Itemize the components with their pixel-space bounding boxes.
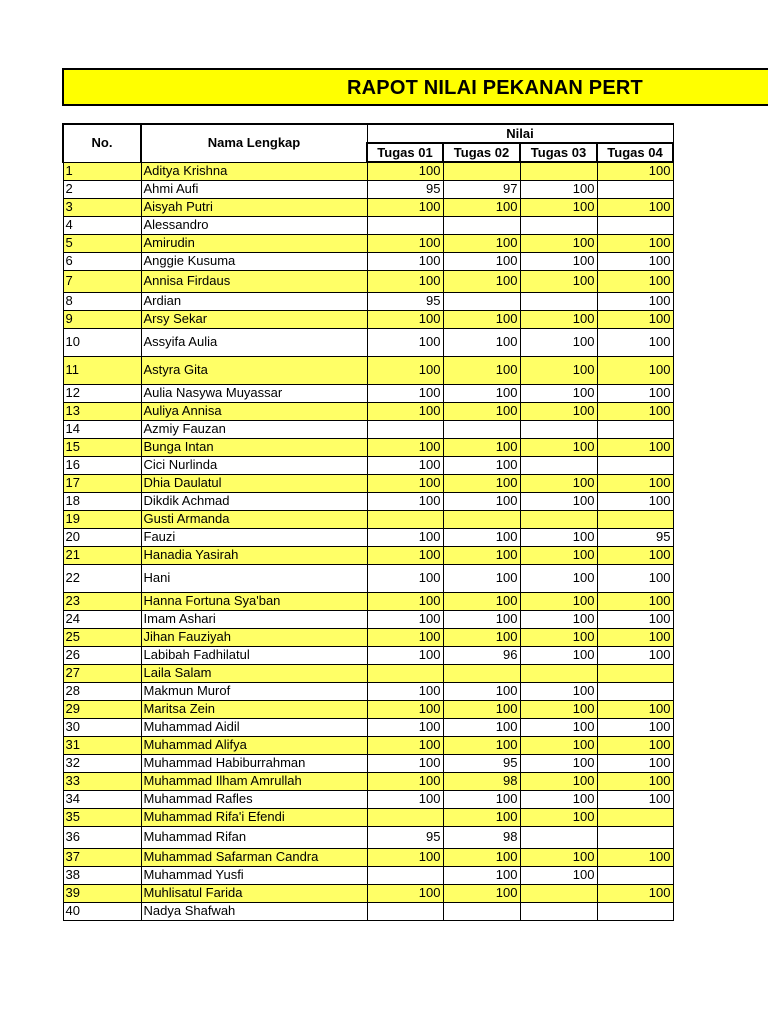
cell-no[interactable]: 29	[63, 700, 141, 718]
cell-no[interactable]: 33	[63, 772, 141, 790]
cell-tugas-01[interactable]: 100	[367, 884, 443, 902]
cell-tugas-04[interactable]: 100	[597, 610, 673, 628]
table-row	[63, 252, 673, 270]
cell-tugas-03[interactable]: 100	[520, 718, 597, 736]
cell-tugas-02[interactable]: 100	[443, 384, 520, 402]
table-row	[63, 270, 673, 292]
title-banner	[62, 68, 768, 106]
table-row	[63, 866, 673, 884]
cell-tugas-04[interactable]: 100	[597, 384, 673, 402]
cell-tugas-01[interactable]: 100	[367, 772, 443, 790]
cell-tugas-03[interactable]: 100	[520, 592, 597, 610]
cell-name[interactable]: Fauzi	[141, 528, 367, 546]
cell-name[interactable]: Maritsa Zein	[141, 700, 367, 718]
table-row	[63, 848, 673, 866]
cell-tugas-03[interactable]	[520, 664, 597, 682]
table-row	[63, 754, 673, 772]
cell-tugas-01[interactable]	[367, 902, 443, 920]
cell-tugas-03[interactable]: 100	[520, 682, 597, 700]
table-row	[63, 884, 673, 902]
cell-tugas-04[interactable]	[597, 216, 673, 234]
header-tugas-04: Tugas 04	[597, 143, 673, 162]
cell-tugas-01[interactable]	[367, 420, 443, 438]
cell-no[interactable]: 16	[63, 456, 141, 474]
cell-tugas-02[interactable]: 98	[443, 826, 520, 848]
cell-no[interactable]: 1	[63, 162, 141, 180]
cell-tugas-01[interactable]	[367, 808, 443, 826]
cell-tugas-03[interactable]: 100	[520, 234, 597, 252]
cell-tugas-03[interactable]: 100	[520, 564, 597, 592]
cell-name[interactable]: Amirudin	[141, 234, 367, 252]
cell-tugas-03[interactable]	[520, 510, 597, 528]
cell-name[interactable]: Labibah Fadhilatul	[141, 646, 367, 664]
cell-no[interactable]: 10	[63, 328, 141, 356]
cell-tugas-03[interactable]: 100	[520, 808, 597, 826]
table-row	[63, 682, 673, 700]
cell-tugas-03[interactable]: 100	[520, 492, 597, 510]
cell-tugas-01[interactable]	[367, 866, 443, 884]
cell-tugas-02[interactable]: 100	[443, 456, 520, 474]
cell-tugas-02[interactable]: 100	[443, 628, 520, 646]
cell-tugas-04[interactable]: 100	[597, 492, 673, 510]
cell-tugas-02[interactable]: 100	[443, 234, 520, 252]
cell-tugas-01[interactable]: 100	[367, 628, 443, 646]
cell-tugas-03[interactable]	[520, 420, 597, 438]
table-row	[63, 736, 673, 754]
cell-tugas-03[interactable]: 100	[520, 402, 597, 420]
cell-name[interactable]: Muhammad Rifan	[141, 826, 367, 848]
cell-no[interactable]: 4	[63, 216, 141, 234]
cell-tugas-02[interactable]: 100	[443, 610, 520, 628]
cell-tugas-03[interactable]: 100	[520, 438, 597, 456]
header-name: Nama Lengkap	[141, 124, 367, 162]
cell-tugas-01[interactable]: 100	[367, 234, 443, 252]
cell-tugas-03[interactable]	[520, 292, 597, 310]
cell-no[interactable]: 23	[63, 592, 141, 610]
table-row	[63, 438, 673, 456]
cell-tugas-04[interactable]: 100	[597, 848, 673, 866]
cell-tugas-01[interactable]: 100	[367, 492, 443, 510]
cell-name[interactable]: Makmun Murof	[141, 682, 367, 700]
cell-name[interactable]: Dhia Daulatul	[141, 474, 367, 492]
table-row	[63, 808, 673, 826]
cell-tugas-03[interactable]	[520, 826, 597, 848]
cell-name[interactable]: Hanadia Yasirah	[141, 546, 367, 564]
cell-no[interactable]: 34	[63, 790, 141, 808]
cell-name[interactable]: Muhammad Aidil	[141, 718, 367, 736]
cell-name[interactable]: Imam Ashari	[141, 610, 367, 628]
cell-tugas-01[interactable]: 100	[367, 610, 443, 628]
cell-tugas-01[interactable]: 100	[367, 592, 443, 610]
table-row	[63, 664, 673, 682]
cell-name[interactable]: Ahmi Aufi	[141, 180, 367, 198]
cell-tugas-02[interactable]: 100	[443, 808, 520, 826]
cell-tugas-02[interactable]	[443, 292, 520, 310]
cell-tugas-04[interactable]: 100	[597, 402, 673, 420]
cell-no[interactable]: 32	[63, 754, 141, 772]
cell-tugas-03[interactable]: 100	[520, 384, 597, 402]
header-tugas-01: Tugas 01	[367, 143, 443, 162]
cell-name[interactable]: Muhammad Safarman Candra	[141, 848, 367, 866]
table-row	[63, 700, 673, 718]
cell-tugas-03[interactable]: 100	[520, 700, 597, 718]
table-row	[63, 420, 673, 438]
cell-no[interactable]: 30	[63, 718, 141, 736]
cell-no[interactable]: 26	[63, 646, 141, 664]
cell-tugas-03[interactable]	[520, 216, 597, 234]
cell-tugas-01[interactable]	[367, 510, 443, 528]
table-row	[63, 198, 673, 216]
cell-tugas-02[interactable]: 100	[443, 564, 520, 592]
cell-tugas-03[interactable]: 100	[520, 198, 597, 216]
cell-tugas-02[interactable]	[443, 162, 520, 180]
cell-tugas-03[interactable]: 100	[520, 546, 597, 564]
table-row	[63, 610, 673, 628]
cell-no[interactable]: 15	[63, 438, 141, 456]
cell-no[interactable]: 37	[63, 848, 141, 866]
cell-name[interactable]: Cici Nurlinda	[141, 456, 367, 474]
cell-tugas-03[interactable]	[520, 456, 597, 474]
cell-tugas-03[interactable]: 100	[520, 754, 597, 772]
table-row	[63, 384, 673, 402]
table-row	[63, 402, 673, 420]
cell-tugas-02[interactable]: 100	[443, 310, 520, 328]
cell-tugas-04[interactable]	[597, 902, 673, 920]
cell-tugas-01[interactable]: 100	[367, 754, 443, 772]
cell-tugas-01[interactable]: 100	[367, 736, 443, 754]
table-row	[63, 180, 673, 198]
cell-tugas-02[interactable]: 95	[443, 754, 520, 772]
cell-no[interactable]: 9	[63, 310, 141, 328]
cell-no[interactable]: 17	[63, 474, 141, 492]
header-no: No.	[63, 124, 141, 162]
cell-tugas-01[interactable]: 100	[367, 198, 443, 216]
cell-tugas-03[interactable]: 100	[520, 180, 597, 198]
cell-name[interactable]: Alessandro	[141, 216, 367, 234]
cell-no[interactable]: 20	[63, 528, 141, 546]
cell-no[interactable]: 24	[63, 610, 141, 628]
cell-tugas-04[interactable]: 100	[597, 718, 673, 736]
cell-tugas-03[interactable]	[520, 884, 597, 902]
cell-tugas-03[interactable]: 100	[520, 270, 597, 292]
cell-tugas-02[interactable]: 100	[443, 592, 520, 610]
cell-name[interactable]: Aisyah Putri	[141, 198, 367, 216]
grades-table	[62, 123, 674, 921]
cell-tugas-02[interactable]: 100	[443, 884, 520, 902]
cell-name[interactable]: Azmiy Fauzan	[141, 420, 367, 438]
cell-no[interactable]: 28	[63, 682, 141, 700]
cell-name[interactable]: Assyifa Aulia	[141, 328, 367, 356]
cell-tugas-04[interactable]: 100	[597, 564, 673, 592]
cell-tugas-02[interactable]: 100	[443, 718, 520, 736]
cell-no[interactable]: 36	[63, 826, 141, 848]
cell-tugas-01[interactable]: 100	[367, 310, 443, 328]
cell-tugas-04[interactable]: 100	[597, 198, 673, 216]
cell-tugas-04[interactable]: 100	[597, 292, 673, 310]
cell-tugas-01[interactable]: 100	[367, 528, 443, 546]
cell-name[interactable]: Astyra Gita	[141, 356, 367, 384]
cell-tugas-04[interactable]: 100	[597, 252, 673, 270]
table-row	[63, 718, 673, 736]
cell-no[interactable]: 31	[63, 736, 141, 754]
cell-tugas-01[interactable]: 100	[367, 438, 443, 456]
cell-tugas-01[interactable]: 100	[367, 564, 443, 592]
table-row	[63, 492, 673, 510]
cell-no[interactable]: 7	[63, 270, 141, 292]
cell-name[interactable]: Anggie Kusuma	[141, 252, 367, 270]
cell-tugas-04[interactable]	[597, 510, 673, 528]
cell-tugas-04[interactable]: 100	[597, 546, 673, 564]
cell-tugas-04[interactable]: 100	[597, 474, 673, 492]
cell-tugas-03[interactable]: 100	[520, 610, 597, 628]
cell-tugas-04[interactable]	[597, 180, 673, 198]
cell-tugas-03[interactable]: 100	[520, 474, 597, 492]
cell-tugas-01[interactable]: 100	[367, 252, 443, 270]
cell-no[interactable]: 25	[63, 628, 141, 646]
cell-tugas-04[interactable]: 100	[597, 736, 673, 754]
cell-tugas-02[interactable]: 100	[443, 546, 520, 564]
cell-name[interactable]: Auliya Annisa	[141, 402, 367, 420]
cell-tugas-02[interactable]: 100	[443, 198, 520, 216]
cell-name[interactable]: Jihan Fauziyah	[141, 628, 367, 646]
cell-tugas-01[interactable]: 100	[367, 682, 443, 700]
table-row	[63, 310, 673, 328]
cell-tugas-04[interactable]: 100	[597, 162, 673, 180]
cell-tugas-02[interactable]: 100	[443, 402, 520, 420]
cell-no[interactable]: 5	[63, 234, 141, 252]
cell-tugas-04[interactable]	[597, 456, 673, 474]
cell-no[interactable]: 2	[63, 180, 141, 198]
cell-tugas-04[interactable]: 100	[597, 438, 673, 456]
table-row	[63, 528, 673, 546]
table-row	[63, 234, 673, 252]
table-row	[63, 772, 673, 790]
header-tugas-03: Tugas 03	[520, 143, 597, 162]
cell-name[interactable]: Muhammad Rifa'i Efendi	[141, 808, 367, 826]
cell-no[interactable]: 38	[63, 866, 141, 884]
cell-no[interactable]: 40	[63, 902, 141, 920]
table-row	[63, 328, 673, 356]
page-title: RAPOT NILAI PEKANAN PERT	[347, 77, 643, 99]
cell-tugas-04[interactable]	[597, 808, 673, 826]
cell-no[interactable]: 3	[63, 198, 141, 216]
cell-tugas-01[interactable]: 100	[367, 162, 443, 180]
cell-tugas-02[interactable]: 98	[443, 772, 520, 790]
cell-tugas-02[interactable]: 100	[443, 252, 520, 270]
cell-tugas-01[interactable]: 100	[367, 474, 443, 492]
table-row	[63, 592, 673, 610]
cell-tugas-04[interactable]	[597, 664, 673, 682]
cell-tugas-01[interactable]: 100	[367, 402, 443, 420]
cell-tugas-01[interactable]: 95	[367, 180, 443, 198]
cell-tugas-02[interactable]	[443, 216, 520, 234]
cell-tugas-01[interactable]: 100	[367, 646, 443, 664]
cell-name[interactable]: Muhlisatul Farida	[141, 884, 367, 902]
cell-tugas-02[interactable]: 100	[443, 356, 520, 384]
cell-name[interactable]: Hani	[141, 564, 367, 592]
cell-tugas-02[interactable]: 100	[443, 492, 520, 510]
cell-no[interactable]: 39	[63, 884, 141, 902]
cell-name[interactable]: Annisa Firdaus	[141, 270, 367, 292]
cell-tugas-02[interactable]: 97	[443, 180, 520, 198]
cell-tugas-03[interactable]: 100	[520, 772, 597, 790]
cell-name[interactable]: Muhammad Yusfi	[141, 866, 367, 884]
table-row	[63, 826, 673, 848]
cell-tugas-01[interactable]: 95	[367, 292, 443, 310]
cell-tugas-02[interactable]: 100	[443, 700, 520, 718]
cell-name[interactable]: Arsy Sekar	[141, 310, 367, 328]
table-row	[63, 456, 673, 474]
cell-tugas-01[interactable]: 100	[367, 718, 443, 736]
cell-no[interactable]: 14	[63, 420, 141, 438]
cell-tugas-01[interactable]: 100	[367, 848, 443, 866]
table-row	[63, 646, 673, 664]
cell-tugas-03[interactable]: 100	[520, 356, 597, 384]
cell-tugas-02[interactable]	[443, 902, 520, 920]
cell-no[interactable]: 35	[63, 808, 141, 826]
cell-tugas-02[interactable]: 100	[443, 682, 520, 700]
cell-tugas-04[interactable]	[597, 826, 673, 848]
table-row	[63, 216, 673, 234]
cell-tugas-01[interactable]: 100	[367, 384, 443, 402]
cell-tugas-01[interactable]: 100	[367, 546, 443, 564]
cell-tugas-02[interactable]	[443, 664, 520, 682]
cell-no[interactable]: 22	[63, 564, 141, 592]
table-row	[63, 902, 673, 920]
table-body	[63, 162, 673, 920]
cell-tugas-04[interactable]: 100	[597, 234, 673, 252]
cell-tugas-04[interactable]: 100	[597, 270, 673, 292]
table-row	[63, 356, 673, 384]
cell-tugas-04[interactable]: 100	[597, 884, 673, 902]
cell-tugas-02[interactable]: 100	[443, 736, 520, 754]
cell-tugas-01[interactable]	[367, 664, 443, 682]
cell-name[interactable]: Muhammad Rafles	[141, 790, 367, 808]
cell-tugas-03[interactable]: 100	[520, 252, 597, 270]
cell-tugas-02[interactable]: 100	[443, 270, 520, 292]
cell-name[interactable]: Muhammad Ilham Amrullah	[141, 772, 367, 790]
cell-name[interactable]: Gusti Armanda	[141, 510, 367, 528]
cell-tugas-02[interactable]: 100	[443, 328, 520, 356]
cell-tugas-04[interactable]: 100	[597, 790, 673, 808]
cell-tugas-03[interactable]: 100	[520, 310, 597, 328]
cell-tugas-03[interactable]: 100	[520, 528, 597, 546]
cell-tugas-02[interactable]: 100	[443, 848, 520, 866]
cell-no[interactable]: 8	[63, 292, 141, 310]
cell-tugas-02[interactable]	[443, 420, 520, 438]
cell-name[interactable]: Bunga Intan	[141, 438, 367, 456]
cell-tugas-03[interactable]: 100	[520, 328, 597, 356]
cell-tugas-03[interactable]	[520, 902, 597, 920]
cell-tugas-01[interactable]: 100	[367, 356, 443, 384]
cell-tugas-01[interactable]	[367, 216, 443, 234]
cell-tugas-03[interactable]: 100	[520, 736, 597, 754]
cell-tugas-02[interactable]: 100	[443, 790, 520, 808]
cell-no[interactable]: 6	[63, 252, 141, 270]
cell-no[interactable]: 18	[63, 492, 141, 510]
cell-name[interactable]: Aulia Nasywa Muyassar	[141, 384, 367, 402]
header-tugas-02: Tugas 02	[443, 143, 520, 162]
cell-no[interactable]: 21	[63, 546, 141, 564]
cell-tugas-02[interactable]: 100	[443, 474, 520, 492]
table-row	[63, 790, 673, 808]
cell-tugas-04[interactable]: 100	[597, 700, 673, 718]
cell-tugas-01[interactable]: 100	[367, 328, 443, 356]
cell-tugas-04[interactable]: 95	[597, 528, 673, 546]
cell-no[interactable]: 13	[63, 402, 141, 420]
table-row	[63, 292, 673, 310]
cell-tugas-01[interactable]: 100	[367, 700, 443, 718]
cell-name[interactable]: Nadya Shafwah	[141, 902, 367, 920]
cell-tugas-03[interactable]: 100	[520, 628, 597, 646]
cell-no[interactable]: 12	[63, 384, 141, 402]
cell-tugas-02[interactable]: 100	[443, 528, 520, 546]
cell-tugas-02[interactable]	[443, 510, 520, 528]
cell-name[interactable]: Ardian	[141, 292, 367, 310]
cell-tugas-04[interactable]: 100	[597, 592, 673, 610]
cell-tugas-01[interactable]: 100	[367, 270, 443, 292]
table-row	[63, 628, 673, 646]
cell-tugas-04[interactable]: 100	[597, 328, 673, 356]
table-row	[63, 162, 673, 180]
cell-tugas-03[interactable]: 100	[520, 848, 597, 866]
cell-tugas-01[interactable]: 100	[367, 456, 443, 474]
table-row	[63, 564, 673, 592]
cell-no[interactable]: 27	[63, 664, 141, 682]
cell-name[interactable]: Muhammad Habiburrahman	[141, 754, 367, 772]
cell-tugas-03[interactable]	[520, 162, 597, 180]
cell-tugas-04[interactable]: 100	[597, 356, 673, 384]
cell-tugas-02[interactable]: 100	[443, 866, 520, 884]
cell-tugas-03[interactable]: 100	[520, 646, 597, 664]
cell-tugas-01[interactable]: 100	[367, 790, 443, 808]
cell-tugas-04[interactable]: 100	[597, 628, 673, 646]
cell-no[interactable]: 11	[63, 356, 141, 384]
cell-tugas-03[interactable]: 100	[520, 866, 597, 884]
cell-name[interactable]: Dikdik Achmad	[141, 492, 367, 510]
cell-tugas-03[interactable]: 100	[520, 790, 597, 808]
cell-tugas-02[interactable]: 96	[443, 646, 520, 664]
cell-name[interactable]: Laila Salam	[141, 664, 367, 682]
cell-name[interactable]: Hanna Fortuna Sya'ban	[141, 592, 367, 610]
cell-name[interactable]: Aditya Krishna	[141, 162, 367, 180]
cell-no[interactable]: 19	[63, 510, 141, 528]
cell-tugas-04[interactable]	[597, 420, 673, 438]
cell-tugas-02[interactable]: 100	[443, 438, 520, 456]
cell-tugas-04[interactable]	[597, 682, 673, 700]
cell-tugas-04[interactable]: 100	[597, 754, 673, 772]
table-row	[63, 474, 673, 492]
table-row	[63, 510, 673, 528]
header-nilai: Nilai	[367, 124, 673, 143]
cell-name[interactable]: Muhammad Alifya	[141, 736, 367, 754]
cell-tugas-04[interactable]: 100	[597, 646, 673, 664]
cell-tugas-04[interactable]: 100	[597, 772, 673, 790]
cell-tugas-01[interactable]: 95	[367, 826, 443, 848]
cell-tugas-04[interactable]: 100	[597, 310, 673, 328]
table-row	[63, 546, 673, 564]
cell-tugas-04[interactable]	[597, 866, 673, 884]
